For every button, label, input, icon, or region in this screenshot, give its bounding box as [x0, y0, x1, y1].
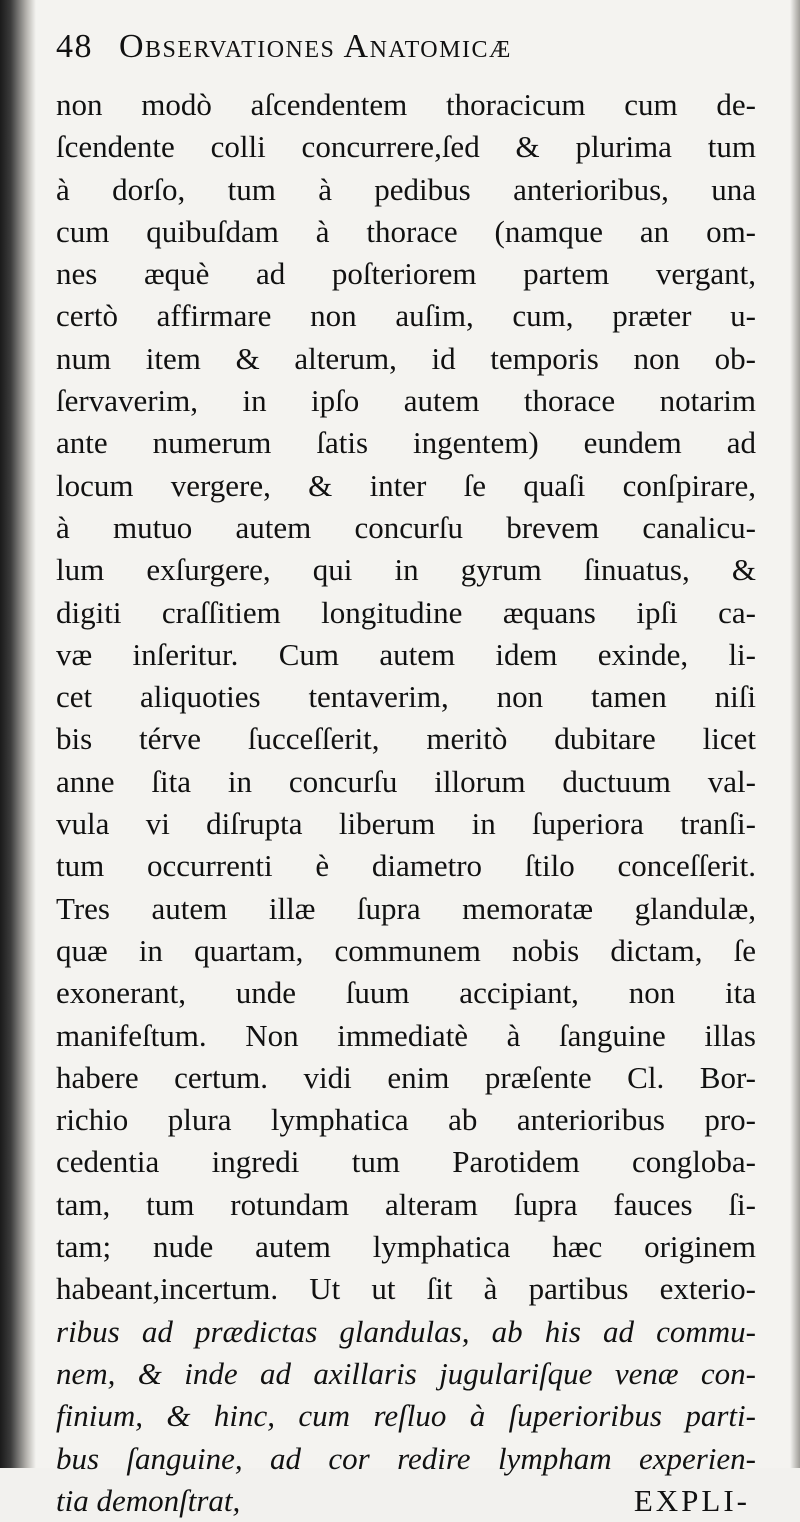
text-line: richio plura lymphatica ab anterioribus pro-	[56, 1102, 756, 1138]
text-line: habere certum. vidi enim præſente Cl. Bor-	[56, 1059, 756, 1095]
catchword: EXPLI-	[633, 1482, 750, 1518]
text-line: cum quibuſdam à thorace (namque an om-	[56, 213, 756, 249]
text-line-italic: finium, & hinc, cum reſluo à ſuperioribus parti-	[56, 1398, 756, 1434]
last-text-line: tia demonſtrat,	[56, 1482, 241, 1518]
text-line: non modò aſcendentem thoracicum cum de-	[56, 87, 756, 122]
text-line: exonerant, unde ſuum accipiant, non ita	[56, 975, 756, 1011]
text-line-italic: nem, & inde ad axillaris jugulariſque venæ con-	[56, 1355, 756, 1391]
text-line: tam; nude autem lymphatica hæc originem	[56, 1229, 756, 1265]
page-number: 48	[56, 28, 93, 65]
text-line: quæ in quartam, communem nobis dictam, ſe	[56, 932, 756, 968]
text-line: cedentia ingredi tum Parotidem congloba-	[56, 1144, 756, 1180]
final-line	[56, 1480, 756, 1522]
body-text	[56, 84, 756, 1522]
text-line: ante numerum ſatis ingentem) eundem ad	[56, 425, 756, 461]
text-line: num item & alterum, id temporis non ob-	[56, 340, 756, 376]
text-line: digiti craſſitiem longitudine æquans ipſi ca-	[56, 594, 756, 630]
text-line: anne ſita in concurſu illorum ductuum val-	[56, 763, 756, 799]
text-line: manifeſtum. Non immediatè à ſanguine illas	[56, 1017, 756, 1053]
text-line: habeant,incertum. Ut ut ſit à partibus exterio-	[56, 1271, 756, 1307]
text-line: bis térve ſucceſſerit, meritò dubitare licet	[56, 721, 756, 757]
text-line: ſcendente colli concurrere,ſed & plurima tum	[56, 129, 756, 165]
text-line: nes æquè ad poſteriorem partem vergant,	[56, 256, 756, 292]
text-line: à mutuo autem concurſu brevem canalicu-	[56, 509, 756, 545]
text-line: lum exſurgere, qui in gyrum ſinuatus, &	[56, 552, 756, 588]
text-line: locum vergere, & inter ſe quaſi conſpirare,	[56, 467, 756, 503]
text-line: tum occurrenti è diametro ſtilo conceſſerit.	[56, 848, 756, 884]
running-title: Observationes Anatomicæ	[119, 28, 512, 65]
text-line: à dorſo, tum à pedibus anterioribus, una	[56, 171, 756, 207]
text-line: Tres autem illæ ſupra memoratæ glandulæ,	[56, 890, 756, 926]
text-line: tam, tum rotundam alteram ſupra fauces ſi-	[56, 1186, 756, 1222]
text-line: væ inſeritur. Cum autem idem exinde, li-	[56, 636, 756, 672]
text-line: cet aliquoties tentaverim, non tamen niſi	[56, 679, 756, 715]
text-line-italic: bus ſanguine, ad cor redire lympham experien-	[56, 1440, 756, 1476]
text-line-italic: ribus ad prædictas glandulas, ab his ad commu-	[56, 1313, 756, 1349]
text-line: ſervaverim, in ipſo autem thorace notarim	[56, 383, 756, 419]
text-line: certò affirmare non auſim, cum, præter u-	[56, 298, 756, 334]
running-header	[56, 28, 760, 76]
text-line: vula vi diſrupta liberum in ſuperiora tranſi-	[56, 806, 756, 842]
